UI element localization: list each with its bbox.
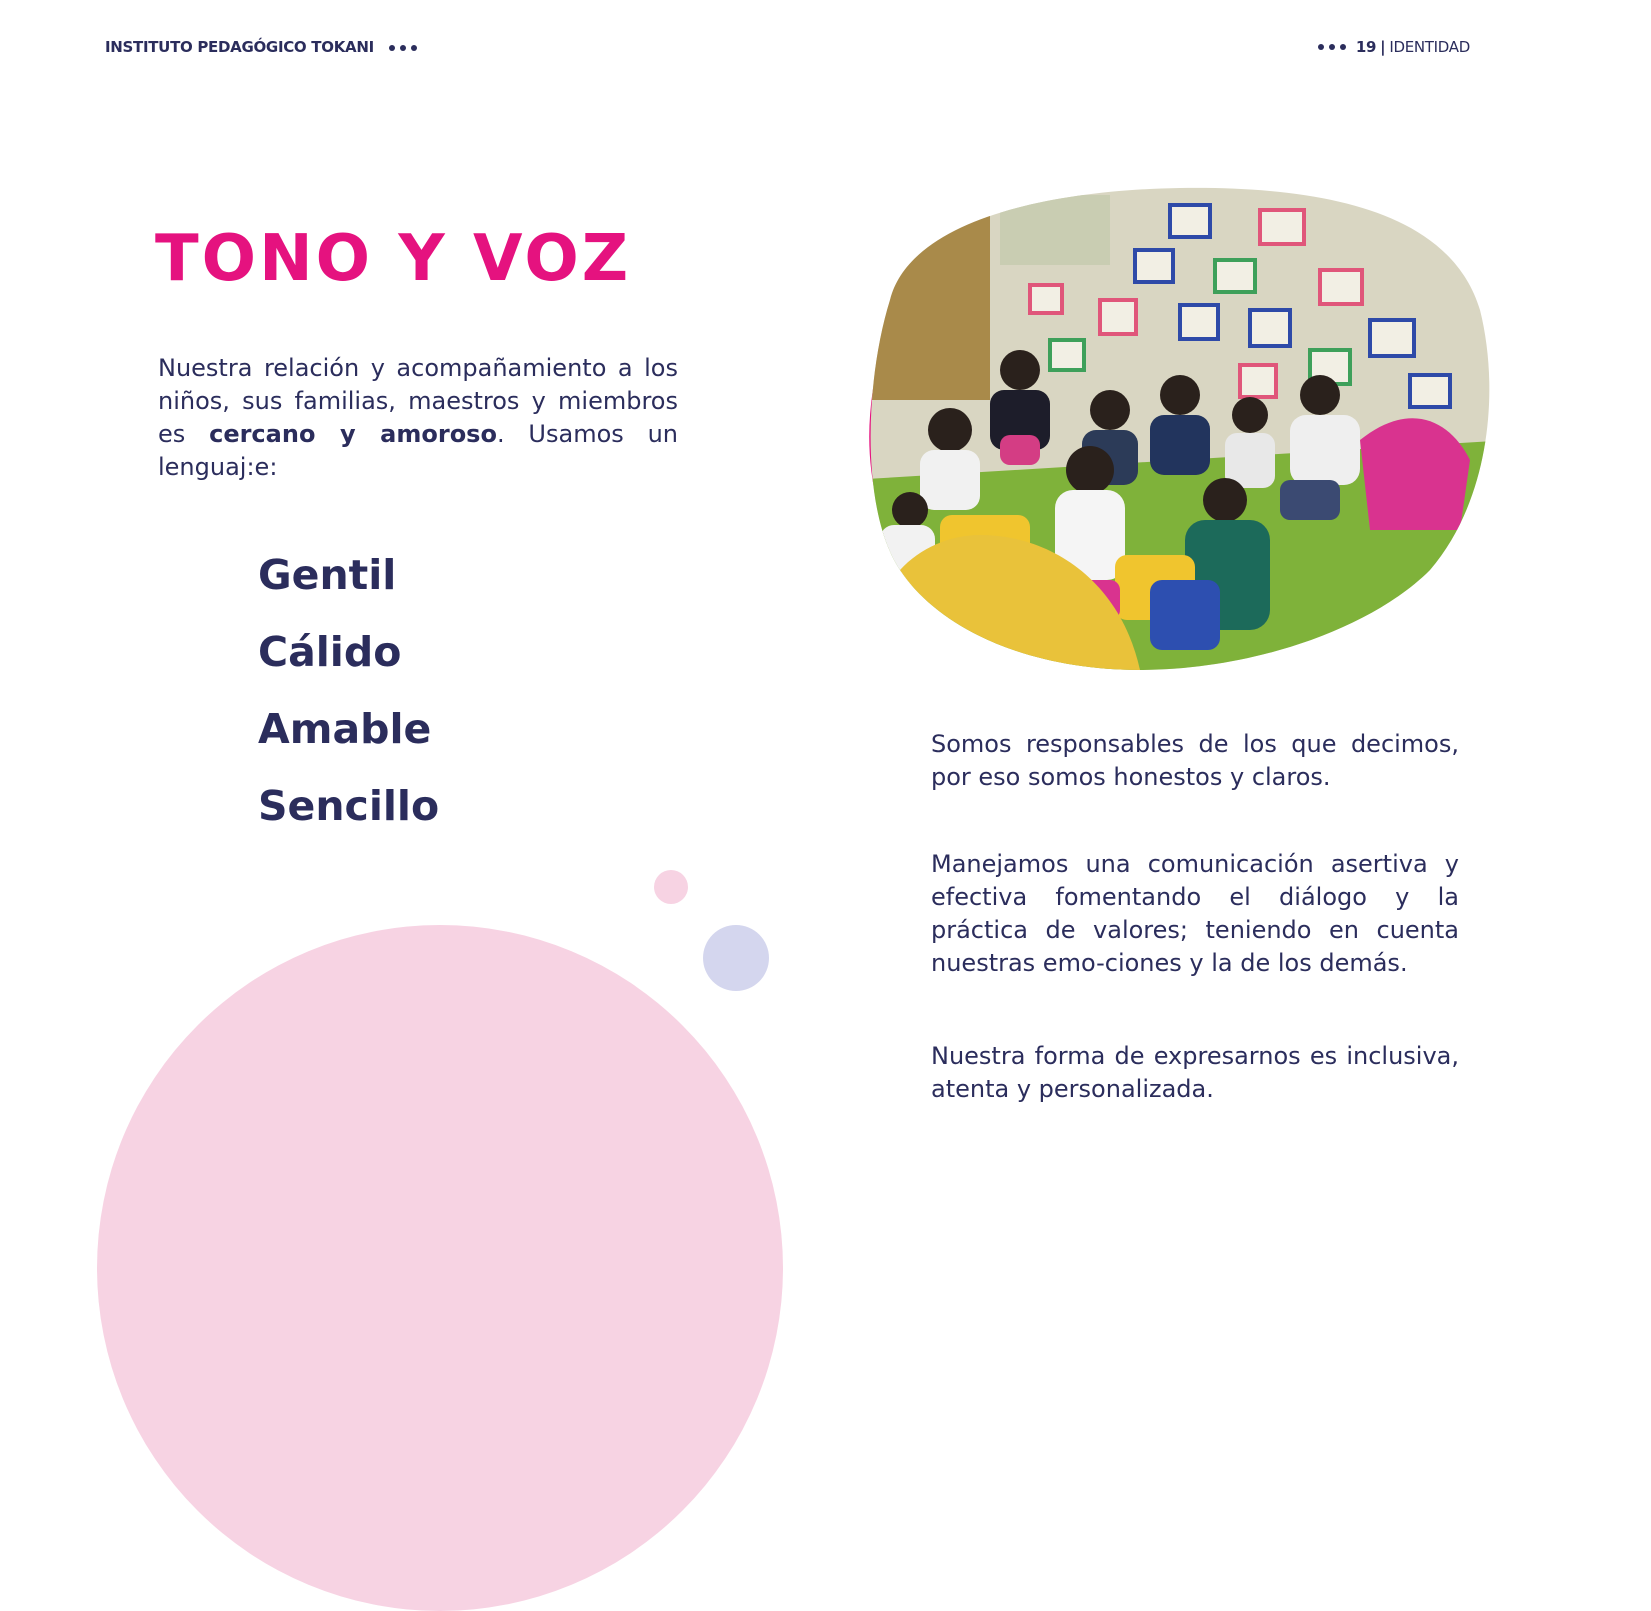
decorative-pink-circle — [97, 925, 783, 1611]
classroom-photo — [850, 180, 1510, 680]
decorative-small-pink-circle — [654, 870, 688, 904]
intro-text-end: . Usamos un lenguaj:e: — [158, 420, 679, 481]
intro-bold: cercano y amoroso — [209, 420, 497, 448]
section-name: IDENTIDAD — [1389, 38, 1470, 56]
intro-text: Nuestra relación y acompañamiento a los niños, sus familias, maestros y miembros es — [158, 354, 678, 448]
paragraph-inclusiva: Nuestra forma de expresarnos es inclusiva, atenta y personalizada. — [931, 1042, 1459, 1103]
header-institution — [105, 38, 427, 56]
header-page-info — [1308, 38, 1470, 56]
page-title: TONO Y VOZ — [155, 222, 632, 296]
adjective-amable: Amable — [258, 705, 432, 753]
divider: | — [1380, 38, 1386, 56]
page-number: 19 — [1355, 38, 1377, 56]
header-dots-icon — [1318, 44, 1346, 50]
paragraph-responsables: Somos responsables de los que decimos, por eso somos honestos y claros. — [931, 730, 1459, 791]
paragraph-comunicacion: Manejamos una comunicación asertiva y efectiva fomentando el diálogo y la práctica de valores; teniendo en cuenta nuestras emo-ciones y la de los demás. — [931, 850, 1459, 977]
adjective-gentil: Gentil — [258, 551, 397, 599]
decorative-lavender-circle — [703, 925, 769, 991]
adjective-calido: Cálido — [258, 628, 402, 676]
adjective-sencillo: Sencillo — [258, 782, 440, 830]
header-dots-icon — [389, 45, 417, 51]
institution-name: INSTITUTO PEDAGÓGICO TOKANI — [105, 38, 374, 56]
intro-paragraph — [158, 352, 678, 484]
